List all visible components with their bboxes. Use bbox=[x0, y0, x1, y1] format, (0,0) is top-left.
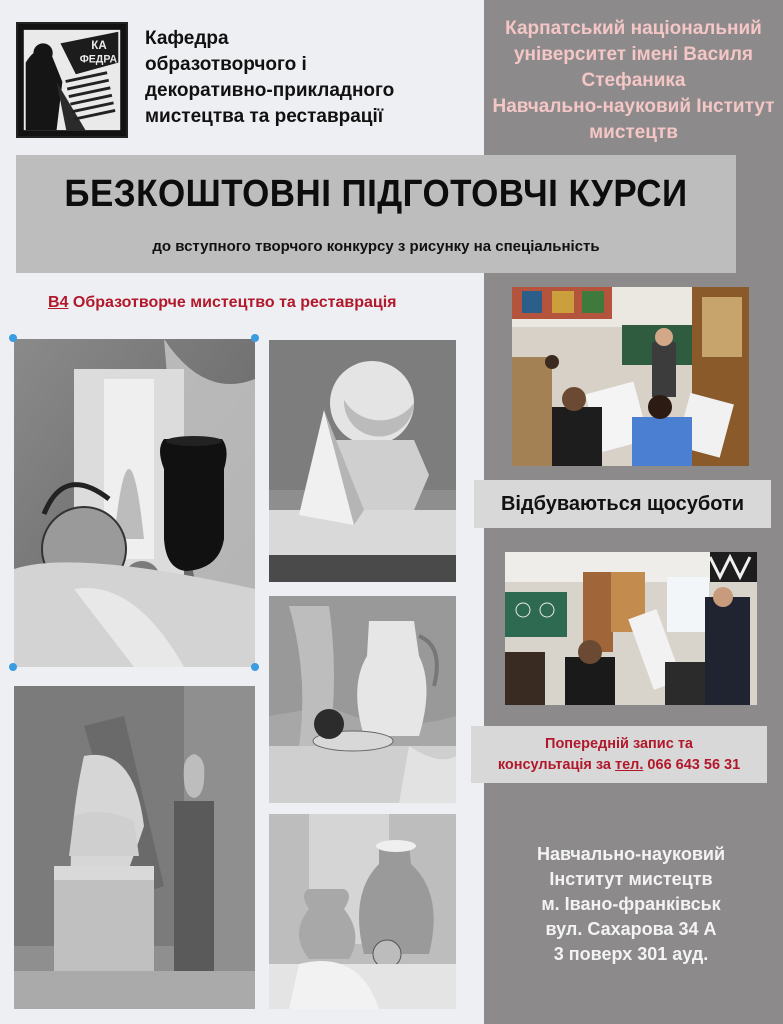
courses-banner bbox=[16, 155, 736, 273]
department-line: декоративно-прикладного bbox=[145, 80, 395, 101]
phone-link[interactable]: тел. bbox=[615, 757, 644, 773]
specialty-name: Образотворче мистецтво та реставрація bbox=[68, 294, 397, 311]
photo-drawing-room bbox=[505, 552, 757, 705]
logo-text-fedra: ФЕДРА bbox=[79, 53, 118, 66]
specialty-label bbox=[48, 294, 396, 312]
drawing-kettle-vase bbox=[14, 339, 255, 667]
university-line: університет імені Василя bbox=[513, 44, 753, 65]
university-line: Навчально-науковий Інститут bbox=[492, 96, 775, 117]
department-line: мистецтва та реставрації bbox=[145, 106, 384, 127]
contact-line-1: Попередній запис та bbox=[545, 736, 693, 752]
schedule-label: Відбуваються щосуботи bbox=[474, 480, 771, 528]
selection-handle[interactable] bbox=[251, 663, 259, 671]
contact-prefix: консультація за bbox=[497, 757, 615, 773]
drawing-jug-apple bbox=[269, 596, 456, 803]
selection-handle[interactable] bbox=[9, 663, 17, 671]
university-line: Карпатський національний bbox=[505, 18, 762, 39]
address-line: Навчально-науковий bbox=[536, 844, 726, 864]
address-block bbox=[500, 842, 762, 967]
courses-title: БЕЗКОШТОВНІ ПІДГОТОВЧІ КУРСИ bbox=[64, 173, 688, 215]
department-line: образотворчого і bbox=[145, 54, 307, 75]
university-line: Стефаника bbox=[581, 70, 686, 91]
courses-subtitle: до вступного творчого конкурсу з рисунку на спеціальність bbox=[152, 238, 600, 255]
logo-text-ka: КА bbox=[91, 40, 107, 53]
selection-handle[interactable] bbox=[251, 334, 259, 342]
photo-studio-class bbox=[512, 287, 749, 466]
department-name bbox=[145, 26, 475, 130]
department-line: Кафедра bbox=[145, 28, 229, 49]
drawing-pottery bbox=[269, 814, 456, 1009]
address-line: Інститут мистецтв bbox=[549, 869, 713, 889]
university-name bbox=[490, 16, 777, 146]
contact-line-2 bbox=[471, 755, 767, 776]
department-logo bbox=[16, 22, 128, 138]
selection-handle[interactable] bbox=[9, 334, 17, 342]
university-line: мистецтв bbox=[589, 122, 678, 143]
contact-box bbox=[471, 726, 767, 783]
address-line: вул. Сахарова 34 А bbox=[545, 919, 717, 939]
address-line: м. Івано-франківськ bbox=[541, 894, 721, 914]
drawing-easel-drapery bbox=[14, 686, 255, 1009]
drawing-sphere-pyramid bbox=[269, 340, 456, 582]
specialty-code: В4 bbox=[48, 294, 69, 311]
address-line: 3 поверх 301 ауд. bbox=[553, 944, 709, 964]
phone-number: 066 643 56 31 bbox=[643, 757, 741, 773]
